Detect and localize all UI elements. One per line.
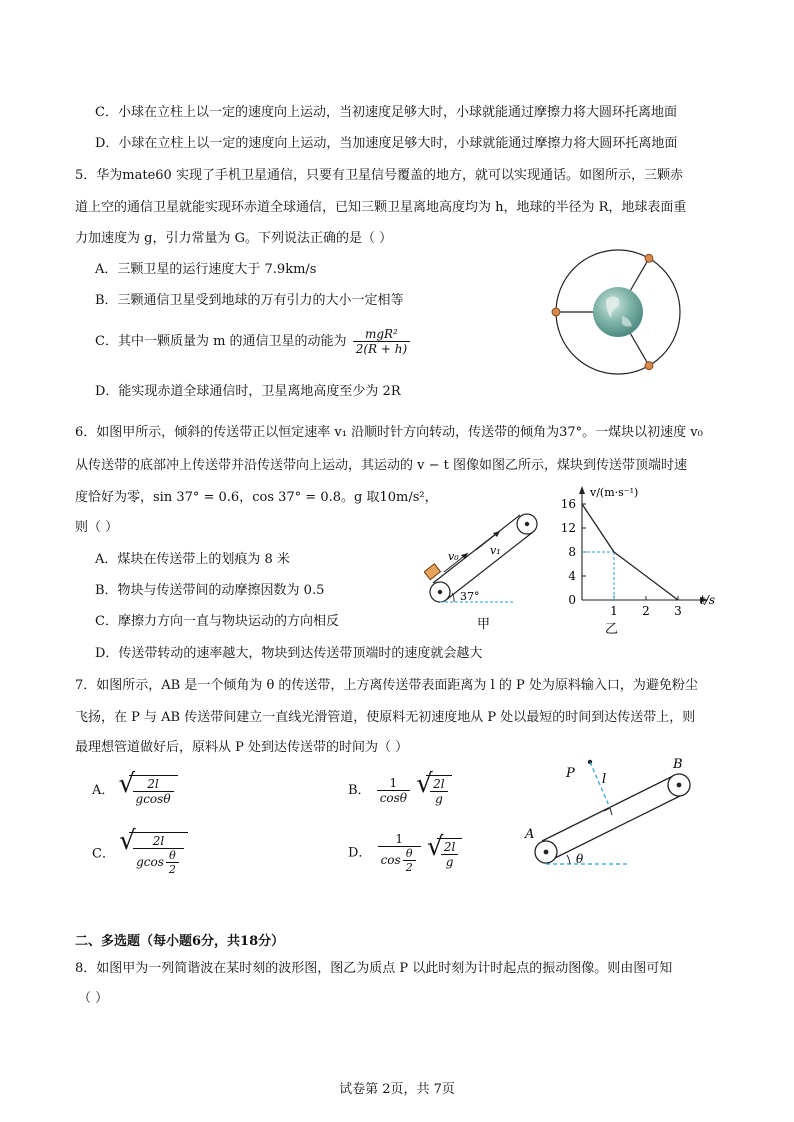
q7-stem-line3: 最理想管道做好后，原料从 P 处到达传送带的时间为（ ） (75, 740, 409, 755)
satellite-2 (645, 362, 653, 370)
section-multiple-choice-title: 二、多选题（每小题6分，共18分） (75, 934, 285, 949)
x-tick-label: 2 (642, 604, 650, 618)
v1-label: v₁ (490, 544, 501, 557)
q7-distance-l-line (590, 762, 610, 808)
earth-icon (593, 287, 643, 337)
q5-stem-line2: 道上空的通信卫星就能实现环赤道全球通信，已知三颗卫星离地高度均为 h，地球的半径为 R，地球表面重 (75, 200, 687, 215)
q8-stem-line1: 8．如图甲为一列简谐波在某时刻的波形图，图乙为质点 P 以此时刻为计时起点的振动图像。则由图可知 (75, 961, 673, 976)
y-tick-label: 8 (568, 545, 576, 559)
q7-stem-line1: 7．如图所示，AB 是一个倾角为 θ 的传送带，上方离传送带表面距离为 l 的 P 处为原料输入口，为避免粉尘 (75, 678, 698, 693)
q5-option-c (95, 327, 412, 356)
q5-option-c-denominator: 2(R + h) (355, 342, 408, 356)
q7-pulley-a-axle (544, 850, 549, 855)
q6-fig-yi-vt-chart (548, 478, 728, 638)
q6-stem-line3: 度恰好为零，sin 37° = 0.6，cos 37° = 0.8。g 取10m/s²， (75, 490, 438, 505)
q6-option-a: A．煤块在传送带上的划痕为 8 米 (95, 552, 290, 567)
q7-a-den: gcosθ (135, 792, 171, 806)
q5-option-c-prefix: C．其中一颗质量为 m 的通信卫星的动能为 (95, 334, 347, 349)
q5-option-a: A．三颗卫星的运行速度大于 7.9km/s (95, 262, 317, 277)
q7-d-coef-den-prefix: cos (380, 853, 401, 867)
page-footer: 试卷第 2页，共 7页 (339, 1082, 455, 1097)
y-tick-label: 4 (568, 569, 576, 583)
q6-stem-line4: 则（ ） (75, 520, 119, 535)
q7-c-num: 2l (133, 834, 184, 849)
q6-stem-line1: 6．如图甲所示，倾斜的传送带正以恒定速率 v₁ 沿顺时针方向转动，传送带的倾角为37°。一煤块以初速度 v₀ (75, 425, 703, 440)
x-tick-label: 1 (610, 604, 618, 618)
vt-chart-plot (561, 486, 708, 618)
bottom-pulley-axle (438, 590, 442, 594)
q7-d-coef-den-den: 2 (405, 861, 413, 874)
q7-option-a (92, 769, 178, 806)
y-tick-label: 0 (568, 593, 576, 607)
satellite-3 (552, 308, 560, 316)
q7-option-d (348, 832, 462, 874)
top-pulley-axle (525, 522, 529, 526)
q7-b-den: g (435, 792, 443, 806)
v0-label: v₀ (448, 550, 459, 563)
q7-label-l: l (602, 772, 607, 787)
q7-option-d-label: D． (348, 845, 372, 861)
q5-satellite-figure (548, 242, 688, 382)
q7-label-theta: θ (576, 852, 584, 866)
q7-c-den-num: θ (166, 849, 179, 863)
q7-option-a-sqrt: √ $\frac{2l}{gcos\theta}$ (119, 775, 178, 806)
q7-conveyor-figure (518, 756, 718, 876)
q7-option-c (92, 826, 188, 876)
coal-block (424, 564, 440, 580)
q7-d-coef-num: 1 (378, 832, 421, 847)
q7-b-coef-num: 1 (377, 776, 410, 791)
q8-stem-line2: （ ） (78, 991, 109, 1006)
x-tick-label: 3 (674, 604, 682, 618)
q7-label-a: A (525, 827, 535, 842)
q4-option-c: C．小球在立柱上以一定的速度向上运动，当初速度足够大时，小球就能通过摩擦力将大圆环托离地面 (95, 105, 677, 120)
q7-pulley-b-axle (677, 783, 682, 788)
q7-c-den-prefix: gcos (136, 855, 164, 869)
q7-a-num: 2l (133, 777, 174, 792)
chart-xlabel: t/s (700, 593, 716, 607)
q7-label-b: B (673, 757, 683, 772)
q7-c-den-den: 2 (168, 863, 176, 876)
q5-stem-line3: 力加速度为 g，引力常量为 G。下列说法正确的是（ ） (75, 231, 393, 246)
q7-d-num: 2l (441, 840, 458, 855)
q7-option-b-sqrt: √ $\frac{2l}{g}$ (416, 775, 451, 806)
fig-jia-caption: 甲 (477, 617, 491, 632)
q7-option-d-sqrt: √ $\frac{2l}{g}$ (427, 838, 462, 869)
q6-option-d: D．传送带转动的速率越大，物块到达传送带顶端时的速度就会越大 (95, 646, 483, 661)
q6-fig-jia (424, 510, 544, 635)
q5-option-c-fraction (353, 327, 410, 356)
q7-d-coef-den-num: θ (403, 847, 416, 861)
vt-series-line (582, 504, 678, 600)
q7-angle-arc (567, 855, 570, 864)
q7-b-coef-den: cosθ (379, 791, 408, 805)
chart-ylabel: v/(m·s⁻¹) (590, 486, 639, 499)
y-tick-label: 16 (560, 497, 576, 511)
q6-option-c: C．摩擦力方向一直与物块运动的方向相反 (95, 614, 339, 629)
q7-option-b (348, 769, 452, 806)
q6-option-b: B．物块与传送带间的动摩擦因数为 0.5 (95, 583, 325, 598)
q5-option-d: D．能实现赤道全球通信时，卫星离地高度至少为 2R (95, 384, 401, 399)
q7-d-den: g (445, 854, 454, 869)
q7-option-c-sqrt: √ 2l gcos $\frac{\theta}{2}$ (119, 832, 188, 876)
satellite-1 (645, 254, 653, 262)
fig-yi-caption: 乙 (605, 622, 619, 637)
q5-option-c-numerator: mgR² (353, 327, 410, 342)
q6-stem-line2: 从传送带的底部冲上传送带并沿传送带向上运动，其运动的 v − t 图像如图乙所示，煤块到传送带顶端时速 (75, 458, 687, 473)
q7-option-a-label: A． (92, 783, 115, 798)
q7-stem-line2: 飞扬，在 P 与 AB 传送带间建立一直线光滑管道，使原料无初速度地从 P 处以最短的时间到达传送带上，则 (75, 710, 696, 725)
q7-b-num: 2l (430, 777, 447, 792)
y-tick-label: 12 (560, 521, 576, 535)
y-axis-arrow (579, 486, 585, 494)
q4-option-d: D．小球在立柱上以一定的速度向上运动，当加速度足够大时，小球就能通过摩擦力将大圆环托离地面 (95, 136, 678, 151)
q7-label-p: P (566, 766, 575, 781)
q5-stem-line1: 5．华为mate60 实现了手机卫星通信，只要有卫星信号覆盖的地方，就可以实现通话。如图所示，三颗赤 (75, 168, 683, 183)
q5-option-b: B．三颗通信卫星受到地球的万有引力的大小一定相等 (95, 293, 404, 308)
q7-option-c-label: C． (92, 846, 115, 862)
q7-option-b-label: B． (348, 783, 371, 798)
angle-label: 37° (460, 590, 480, 603)
